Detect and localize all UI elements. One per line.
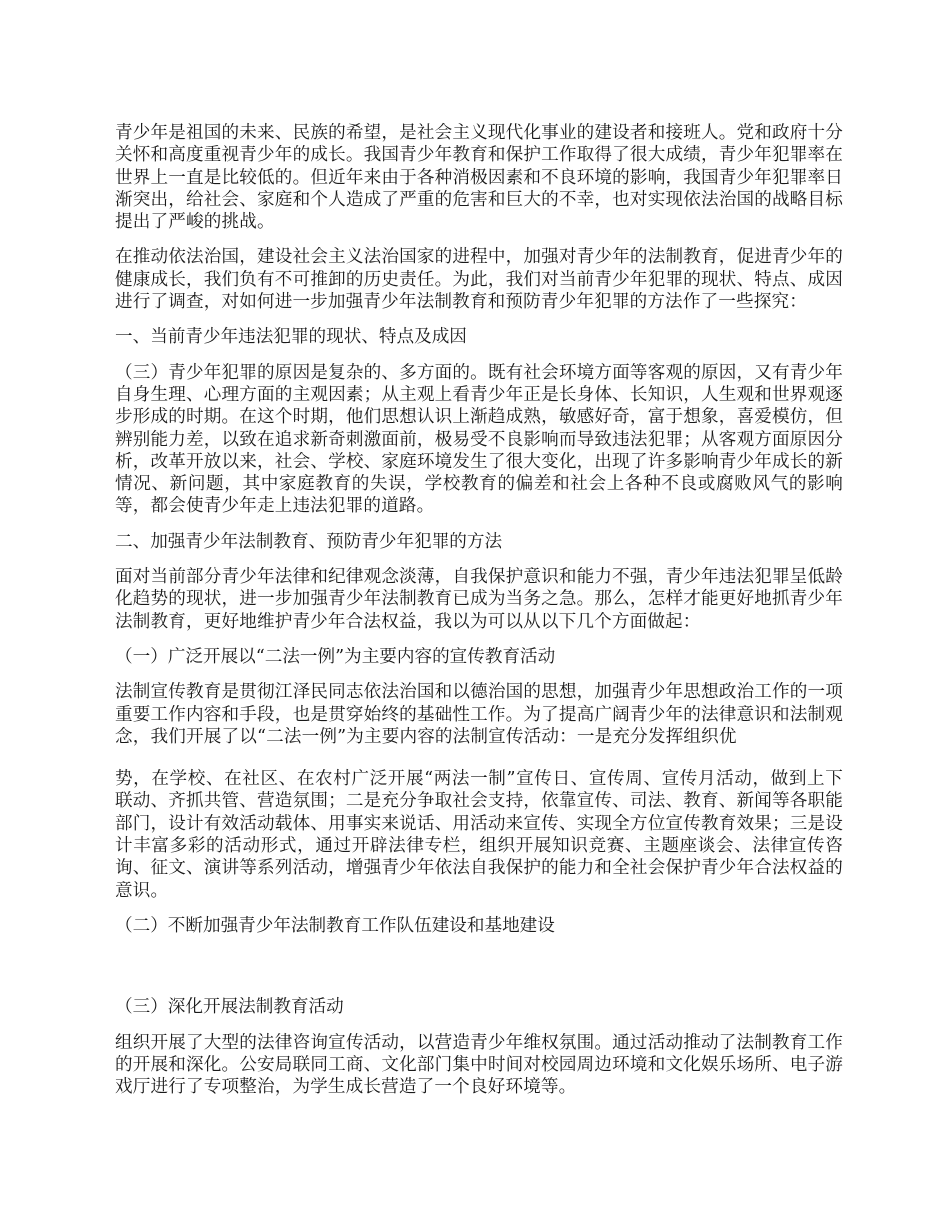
publicity-continued-paragraph: 势，在学校、在社区、在农村广泛开展“两法一制”宣传日、宣传周、宣传月活动，做到上下联动、齐抓共管、营造氛围；二是充分争取社会支持，依靠宣传、司法、教育、新闻等各职能部门，设计有效活动载体、用事实来说话、用活动来宣传、实现全方位宣传教育效果；三是设计丰富多彩的活动形式，通过开辟法律专栏，组织开展知识竞赛、主题座谈会、法律宣传咨询、征文、演讲等系列活动，增强青少年依法自我保护的能力和全社会保护青少年合法权益的意识。 [115,769,843,901]
section-heading-1: 一、当前青少年违法犯罪的现状、特点及成因 [115,327,467,348]
subsection-heading-3: （三）深化开展法制教育活动 [115,997,344,1018]
section-heading-2: 二、加强青少年法制教育、预防青少年犯罪的方法 [115,531,503,552]
methods-intro-paragraph: 面对当前部分青少年法律和纪律观念淡薄，自我保护意识和能力不强，青少年违法犯罪呈低龄化趋势的现状，进一步加强青少年法制教育已成为当务之急。那么，怎样才能更好地抓青少年法制教育，更好地维护青少年合法权益，我以为可以从以下几个方面做起： [115,567,843,632]
document-body [115,122,843,1098]
subsection-heading-2: （二）不断加强青少年法制教育工作队伍建设和基地建设 [115,915,555,936]
subsection-heading-1: （一）广泛开展以“二法一例”为主要内容的宣传教育活动 [115,646,556,667]
purpose-paragraph: 在推动依法治国，建设社会主义法治国家的进程中，加强对青少年的法制教育，促进青少年的健康成长，我们负有不可推卸的历史责任。为此，我们对当前青少年犯罪的现状、特点、成因进行了调查，对如何进一步加强青少年法制教育和预防青少年犯罪的方法作了一些探究： [115,247,843,313]
causes-paragraph: （三）青少年犯罪的原因是复杂的、多方面的。既有社会环境方面等客观的原因，又有青少年自身生理、心理方面的主观因素；从主观上看青少年正是长身体、长知识，人生观和世界观逐步形成的时期。在这个时期，他们思想认识上渐趋成熟，敏感好奇，富于想象，喜爱模仿，但辨别能力差，以致在追求新奇刺激面前，极易受不良影响而导致违法犯罪；从客观方面原因分析，改革开放以来，社会、学校、家庭环境发生了很大变化，出现了许多影响青少年成长的新情况、新问题，其中家庭教育的失误，学校教育的偏差和社会上各种不良或腐败风气的影响等，都会使青少年走上违法犯罪的道路。 [115,362,843,517]
publicity-paragraph: 法制宣传教育是贯彻江泽民同志依法治国和以德治国的思想，加强青少年思想政治工作的一项重要工作内容和手段，也是贯穿始终的基础性工作。为了提高广阔青少年的法律意识和法制观念，我们开展了以“二法一例”为主要内容的法制宣传活动：一是充分发挥组织优 [115,682,843,747]
activities-paragraph: 组织开展了大型的法律咨询宣传活动，以营造青少年维权氛围。通过活动推动了法制教育工作的开展和深化。公安局联同工商、文化部门集中时间对校园周边环境和文化娱乐场所、电子游戏厅进行了专项整治，为学生成长营造了一个良好环境等。 [115,1032,843,1098]
intro-paragraph: 青少年是祖国的未来、民族的希望，是社会主义现代化事业的建设者和接班人。党和政府十分关怀和高度重视青少年的成长。我国青少年教育和保护工作取得了很大成绩，青少年犯罪率在世界上一直是比较低的。但近年来由于各种消极因素和不良环境的影响，我国青少年犯罪率日渐突出，给社会、家庭和个人造成了严重的危害和巨大的不幸，也对实现依法治国的战略目标提出了严峻的挑战。 [115,123,843,233]
